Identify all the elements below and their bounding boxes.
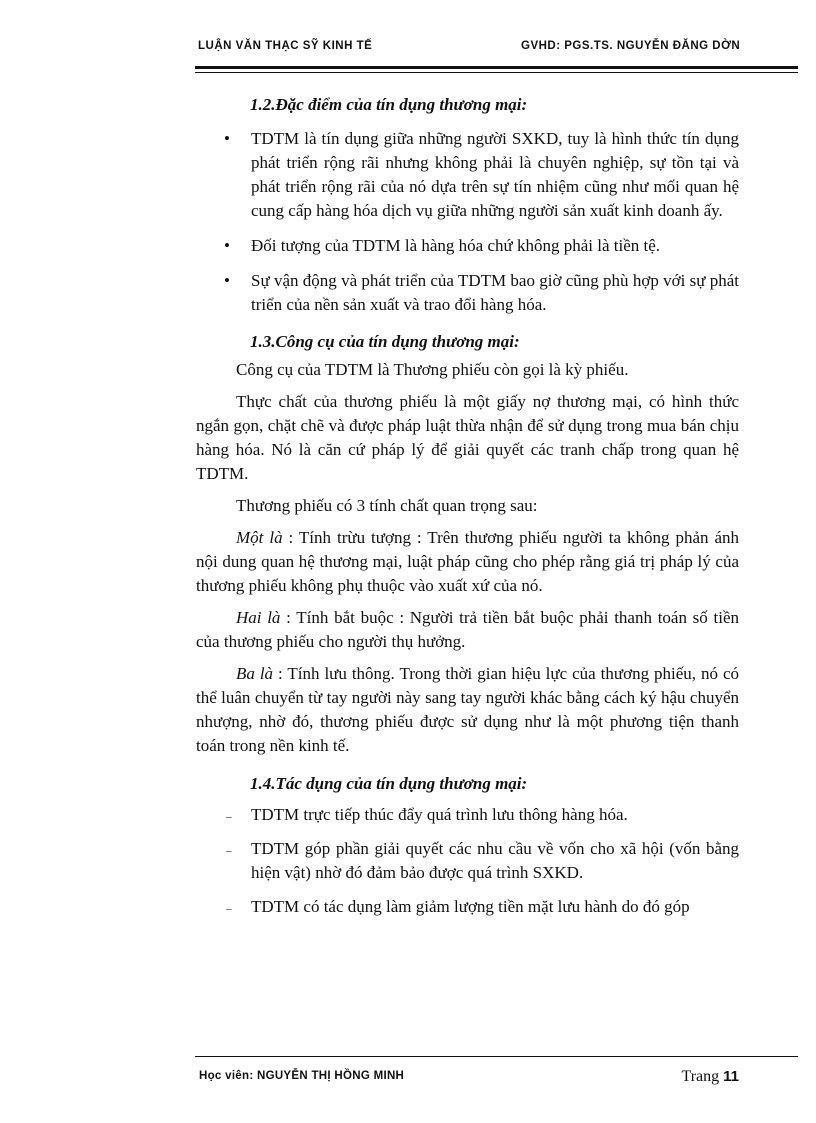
list-item-text: TDTM góp phần giải quyết các nhu cầu về vốn cho xã hội (vốn bằng hiện vật) nhờ đó đảm bảo được quá trình SXKD. <box>251 839 739 882</box>
bullet-icon: • <box>224 129 230 148</box>
dash-icon: – <box>226 845 232 857</box>
header-rule-thick <box>195 66 798 69</box>
promissory-note-definition: Thực chất của thương phiếu là một giấy nợ thương mại, có hình thức ngắn gọn, chặt chẽ và được pháp luật thừa nhận để sử dụng trong mua bán chịu hàng hóa. Nó là căn cứ pháp lý để giải quyết các tranh chấp trong quan hệ TDTM. <box>196 392 739 483</box>
page-number <box>682 1068 740 1086</box>
property-text: : Tính lưu thông. Trong thời gian hiệu lực của thương phiếu, nó có thể luân chuyển từ tay người này sang tay người khác bằng cách ký hậu chuyển nhượng, nhờ đó, thương phiếu được sử dụng như là một phương tiện thanh toán trong nền kinh tế. <box>196 664 739 755</box>
property-text: : Tính bắt buộc : Người trả tiền bắt buộc phải thanh toán số tiền của thương phiếu cho người thụ hưởng. <box>196 608 739 651</box>
list-item-text: TDTM trực tiếp thúc đẩy quá trình lưu thông hàng hóa. <box>251 805 628 824</box>
page-body <box>196 91 739 919</box>
list-item <box>196 895 739 919</box>
student-name: NGUYỄN THỊ HỒNG MINH <box>256 1070 405 1082</box>
section-heading-1-2: 1.2.Đặc điểm của tín dụng thương mại: <box>250 95 528 114</box>
footer-rule <box>195 1056 798 1057</box>
property-label: Hai là <box>236 608 281 627</box>
student-credit <box>199 1070 404 1082</box>
list-item-text: Đối tượng của TDTM là hàng hóa chứ không phải là tiền tệ. <box>251 236 661 255</box>
list-item-text: Sự vận động và phát triển của TDTM bao giờ cũng phù hợp với sự phát triển của nền sản xuất và trao đổi hàng hóa. <box>251 271 739 314</box>
page-footer <box>199 1068 739 1088</box>
student-label: Học viên: <box>199 1070 254 1082</box>
dash-icon: – <box>226 903 232 915</box>
property-mandatory <box>196 606 739 654</box>
property-label: Ba là <box>236 664 274 683</box>
section-heading-1-4: 1.4.Tác dụng của tín dụng thương mại: <box>250 774 528 793</box>
header-rule-thin <box>195 72 798 73</box>
header-thesis-title: LUẬN VĂN THẠC SỸ KINH TẾ <box>198 40 373 52</box>
property-label: Một là <box>236 528 283 547</box>
list-item-text: TDTM là tín dụng giữa những người SXKD, tuy là hình thức tín dụng phát triển rộng rãi nhưng không phải là chuyên nghiệp, sự tồn tại và phát triển rộng rãi của nó dựa trên sự tín nhiệm cũng như mối quan hệ cung cấp hàng hóa dịch vụ giữa những người sản xuất kinh doanh ấy. <box>251 129 739 220</box>
section-heading-1-3: 1.3.Công cụ của tín dụng thương mại: <box>250 332 520 351</box>
tools-intro: Công cụ của TDTM là Thương phiếu còn gọi là kỳ phiếu. <box>236 360 629 379</box>
list-item <box>196 127 739 223</box>
page-header <box>195 38 798 58</box>
page-number-value: 11 <box>723 1068 739 1085</box>
list-item <box>196 803 739 827</box>
characteristics-list <box>196 127 739 317</box>
property-abstract <box>196 526 739 598</box>
property-negotiable <box>196 662 739 758</box>
header-supervisor: GVHD: PGS.TS. NGUYỄN ĐĂNG DỜN <box>521 40 741 52</box>
list-item <box>196 234 739 258</box>
property-text: : Tính trừu tượng : Trên thương phiếu người ta không phản ánh nội dung quan hệ thương mại, luật pháp cũng cho phép rằng giá trị pháp lý của thương phiếu không phụ thuộc vào xuất xứ của nó. <box>196 528 739 595</box>
bullet-icon: • <box>224 236 230 255</box>
bullet-icon: • <box>224 271 230 290</box>
list-item-text: TDTM có tác dụng làm giảm lượng tiền mặt lưu hành do đó góp <box>251 897 690 916</box>
dash-icon: – <box>226 811 232 823</box>
properties-intro: Thương phiếu có 3 tính chất quan trọng sau: <box>236 496 538 515</box>
list-item <box>196 837 739 885</box>
page-label: Trang <box>681 1068 720 1085</box>
list-item <box>196 269 739 317</box>
